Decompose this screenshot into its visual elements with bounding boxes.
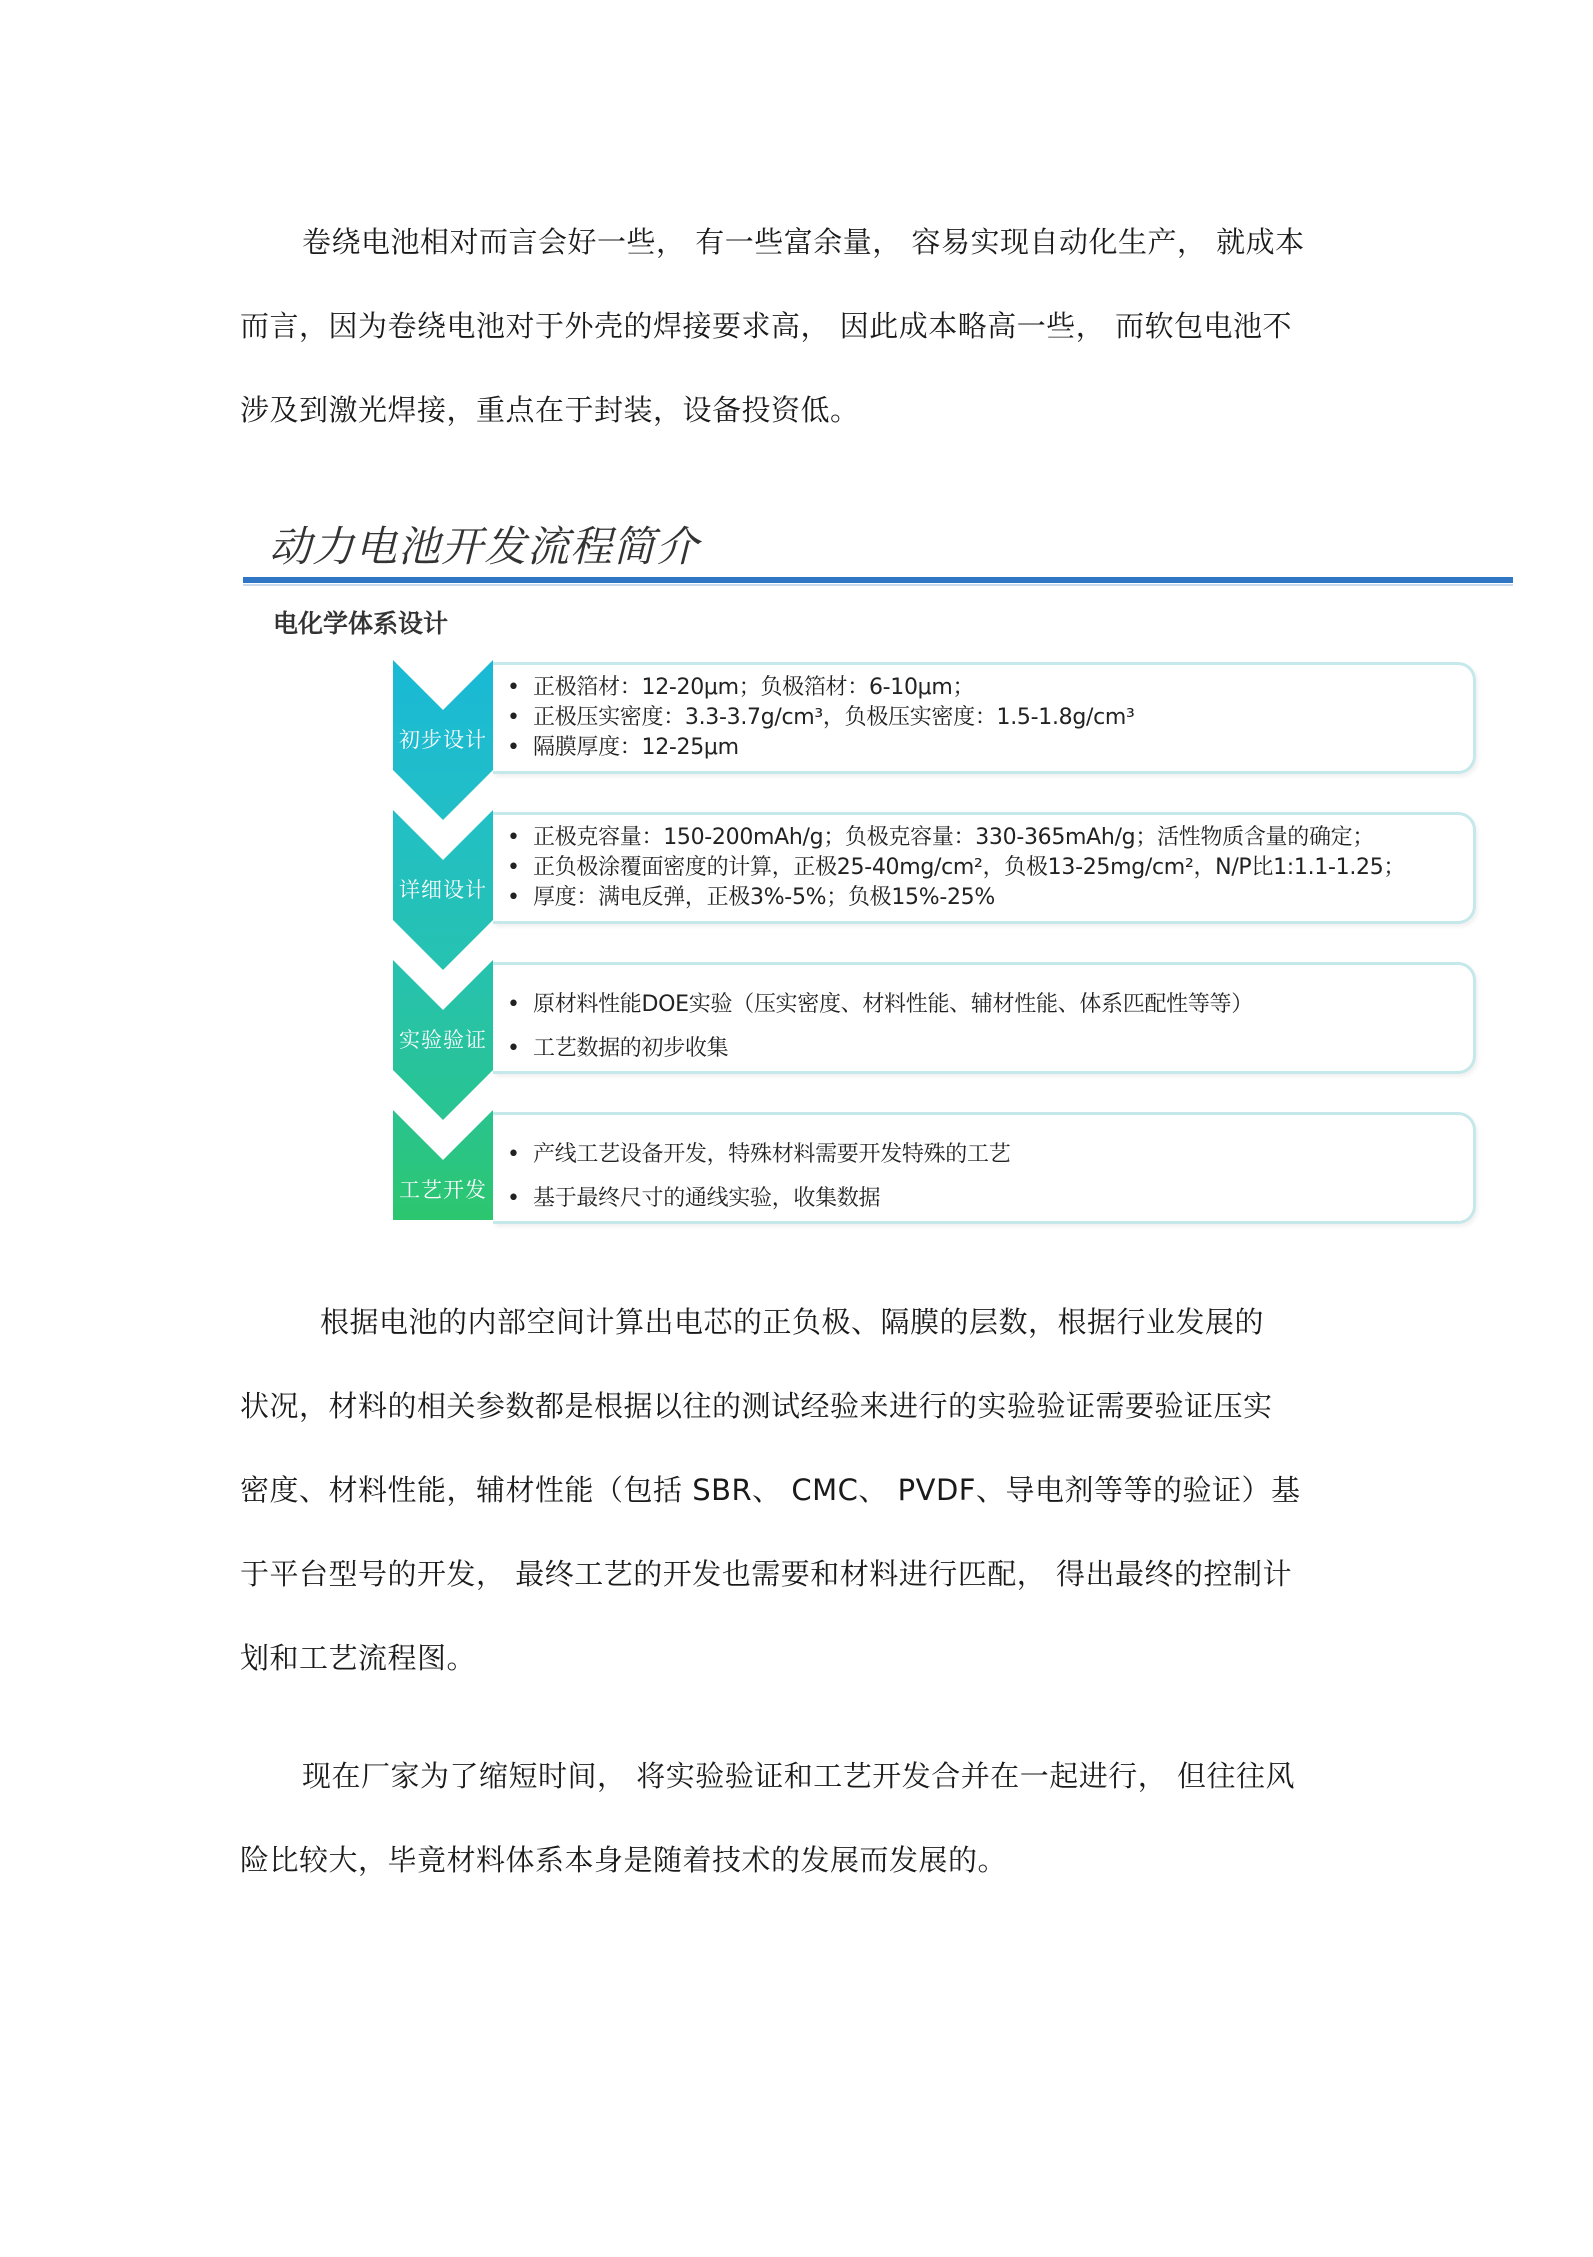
paragraph-line: 划和工艺流程图。 bbox=[240, 1641, 477, 1675]
title-rule-shadow bbox=[243, 584, 1513, 586]
stage-label: 详细设计 bbox=[399, 878, 487, 902]
bullet-item: • 正极箔材：12-20μm；负极箔材：6-10μm； bbox=[507, 675, 975, 700]
paragraph-line: 根据电池的内部空间计算出电芯的正负极、隔膜的层数，根据行业发展的 bbox=[320, 1305, 1265, 1339]
paragraph-line: 而言，因为卷绕电池对于外壳的焊接要求高， 因此成本略高一些， 而软包电池不 bbox=[240, 309, 1292, 343]
stage-detailed-design bbox=[243, 810, 1513, 950]
stage-initial-design bbox=[243, 660, 1513, 800]
stage-label: 实验验证 bbox=[399, 1028, 487, 1052]
stage-process-development bbox=[243, 1110, 1513, 1250]
process-diagram bbox=[243, 500, 1513, 1230]
stage-detail-box bbox=[493, 812, 1476, 924]
bullet-item: • 厚度：满电反弹，正极3%-5%；负极15%-25% bbox=[507, 885, 995, 910]
title-rule bbox=[243, 577, 1513, 583]
stage-label: 工艺开发 bbox=[399, 1178, 487, 1202]
bullet-item: • 基于最终尺寸的通线实验，收集数据 bbox=[507, 1186, 881, 1211]
paragraph-line: 密度、材料性能，辅材性能（包括 SBR、 CMC、 PVDF、导电剂等等的验证）基 bbox=[240, 1473, 1301, 1507]
bullet-item: • 正极克容量：150-200mAh/g；负极克容量：330-365mAh/g；活性物质含量的确定； bbox=[507, 825, 1375, 850]
paragraph-line: 卷绕电池相对而言会好一些， 有一些富余量， 容易实现自动化生产， 就成本 bbox=[302, 225, 1305, 259]
stage-detail-box bbox=[493, 1112, 1476, 1224]
bullet-item: • 隔膜厚度：12-25μm bbox=[507, 735, 739, 760]
diagram-subtitle: 电化学体系设计 bbox=[273, 609, 449, 638]
paragraph-line: 险比较大，毕竟材料体系本身是随着技术的发展而发展的。 bbox=[240, 1843, 1008, 1877]
stage-detail-box bbox=[493, 662, 1476, 774]
bullet-item: • 产线工艺设备开发，特殊材料需要开发特殊的工艺 bbox=[507, 1142, 1011, 1167]
bullet-item: • 正极压实密度：3.3-3.7g/cm³，负极压实密度：1.5-1.8g/cm³ bbox=[507, 705, 1135, 730]
stage-detail-box bbox=[493, 962, 1476, 1074]
diagram-title: 动力电池开发流程简介 bbox=[269, 522, 700, 571]
bullet-item: • 工艺数据的初步收集 bbox=[507, 1036, 729, 1061]
stage-experiment-verification bbox=[243, 960, 1513, 1100]
stage-label: 初步设计 bbox=[399, 728, 487, 752]
paragraph-line: 现在厂家为了缩短时间， 将实验验证和工艺开发合并在一起进行， 但往往风 bbox=[302, 1759, 1295, 1793]
paragraph-line: 涉及到激光焊接，重点在于封装，设备投资低。 bbox=[240, 393, 860, 427]
paragraph-line: 状况，材料的相关参数都是根据以往的测试经验来进行的实验验证需要验证压实 bbox=[240, 1389, 1273, 1423]
bullet-item: • 原材料性能DOE实验（压实密度、材料性能、辅材性能、体系匹配性等等） bbox=[507, 992, 1253, 1017]
paragraph-line: 于平台型号的开发， 最终工艺的开发也需要和材料进行匹配， 得出最终的控制计 bbox=[240, 1557, 1292, 1591]
bullet-item: • 正负极涂覆面密度的计算，正极25-40mg/cm²，负极13-25mg/cm²，N/P比1:1.1-1.25； bbox=[507, 855, 1406, 880]
